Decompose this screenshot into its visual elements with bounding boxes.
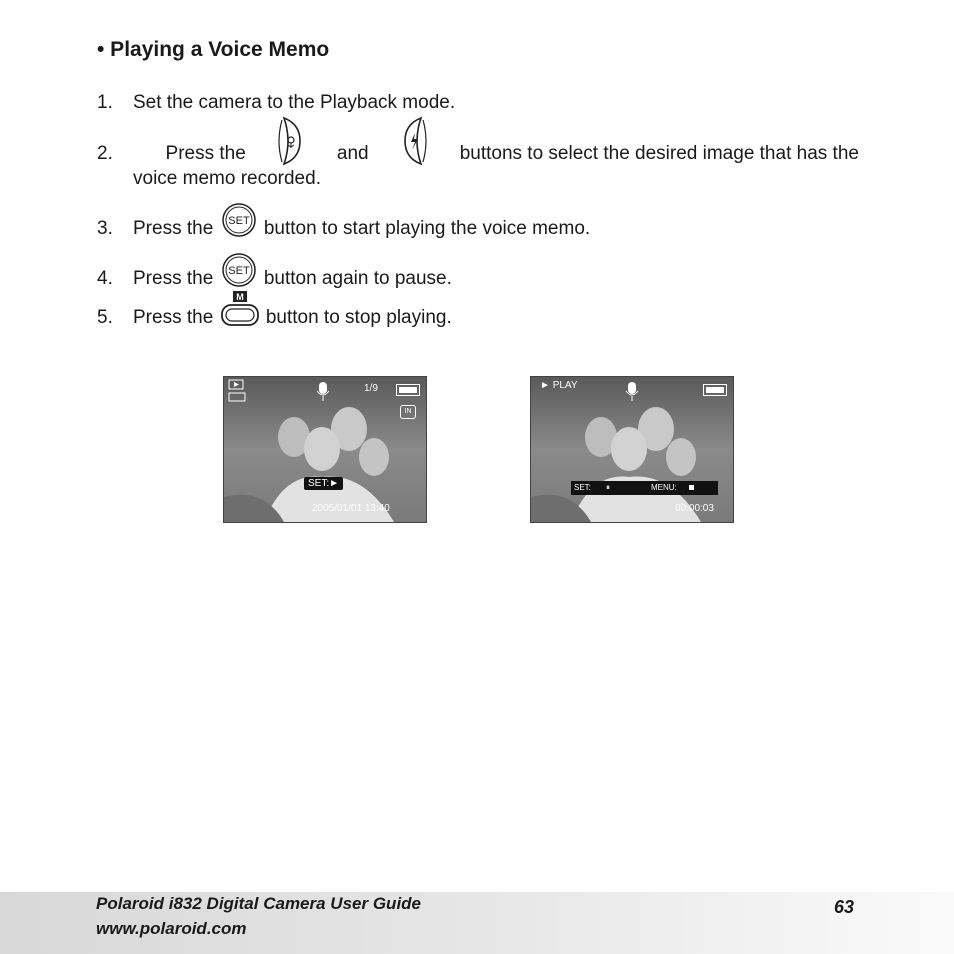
step-text: Press the: [165, 142, 246, 164]
step-text: Press the: [133, 268, 214, 289]
set-play-hint: SET:►: [304, 477, 343, 490]
set-button-icon: [219, 252, 259, 290]
svg-text:M: M: [235, 291, 244, 302]
menu-button-icon: [219, 290, 261, 328]
play-icon: ►: [329, 478, 340, 489]
date-time: 2005/01/01 13:40: [312, 503, 390, 514]
right-flash-button-icon: [401, 116, 427, 166]
step-text: Set the camera to the Playback mode.: [133, 92, 456, 113]
step-text: button again to pause.: [263, 268, 452, 289]
step-text: Press the: [133, 307, 214, 328]
step-number: 4.: [97, 268, 113, 289]
step-text: button to stop playing.: [265, 307, 452, 328]
step-number: 3.: [97, 218, 113, 239]
step-text: and: [336, 142, 369, 164]
step-text: Press the: [133, 218, 214, 239]
left-macro-button-icon: [278, 116, 304, 166]
step-number: 1.: [97, 92, 113, 113]
step-number: 2.: [97, 142, 113, 164]
guide-title: Polaroid i832 Digital Camera User Guide: [96, 894, 422, 913]
page-number: 63: [834, 897, 855, 917]
playback-timer: 00:00:03: [675, 503, 714, 514]
image-counter: 1/9: [364, 383, 378, 394]
page-footer: [0, 892, 954, 954]
step-number: 5.: [97, 307, 113, 328]
step-text: buttons to select the desired image that has the: [459, 142, 859, 164]
step-5: [97, 291, 452, 330]
svg-text:SET: SET: [227, 264, 250, 277]
website-url: www.polaroid.com: [96, 919, 247, 938]
microphone-icon: [625, 382, 639, 402]
step-3: [97, 216, 590, 241]
svg-text:SET: SET: [227, 214, 250, 227]
section-heading: • Playing a Voice Memo: [97, 38, 330, 61]
playback-mode-icon: [228, 379, 246, 403]
microphone-icon: [316, 382, 330, 402]
step-1: [97, 90, 455, 115]
step-text: button to start playing the voice memo.: [263, 218, 591, 239]
step-4: [97, 266, 452, 291]
stop-icon: [689, 485, 694, 490]
lcd-screen-playback: [223, 376, 427, 523]
pause-icon: ⏸: [606, 483, 610, 492]
battery-icon: [396, 384, 422, 396]
set-button-icon: [219, 202, 259, 240]
lcd-screen-playing: [530, 376, 734, 523]
internal-memory-badge: IN: [400, 405, 416, 419]
control-hint-bar: SET: ⏸ MENU:: [571, 481, 718, 495]
step-text: voice memo recorded.: [133, 168, 321, 189]
play-icon: ►: [540, 380, 553, 391]
step-2: [97, 140, 859, 191]
play-status: ► PLAY: [540, 380, 578, 391]
battery-icon: [703, 384, 729, 396]
